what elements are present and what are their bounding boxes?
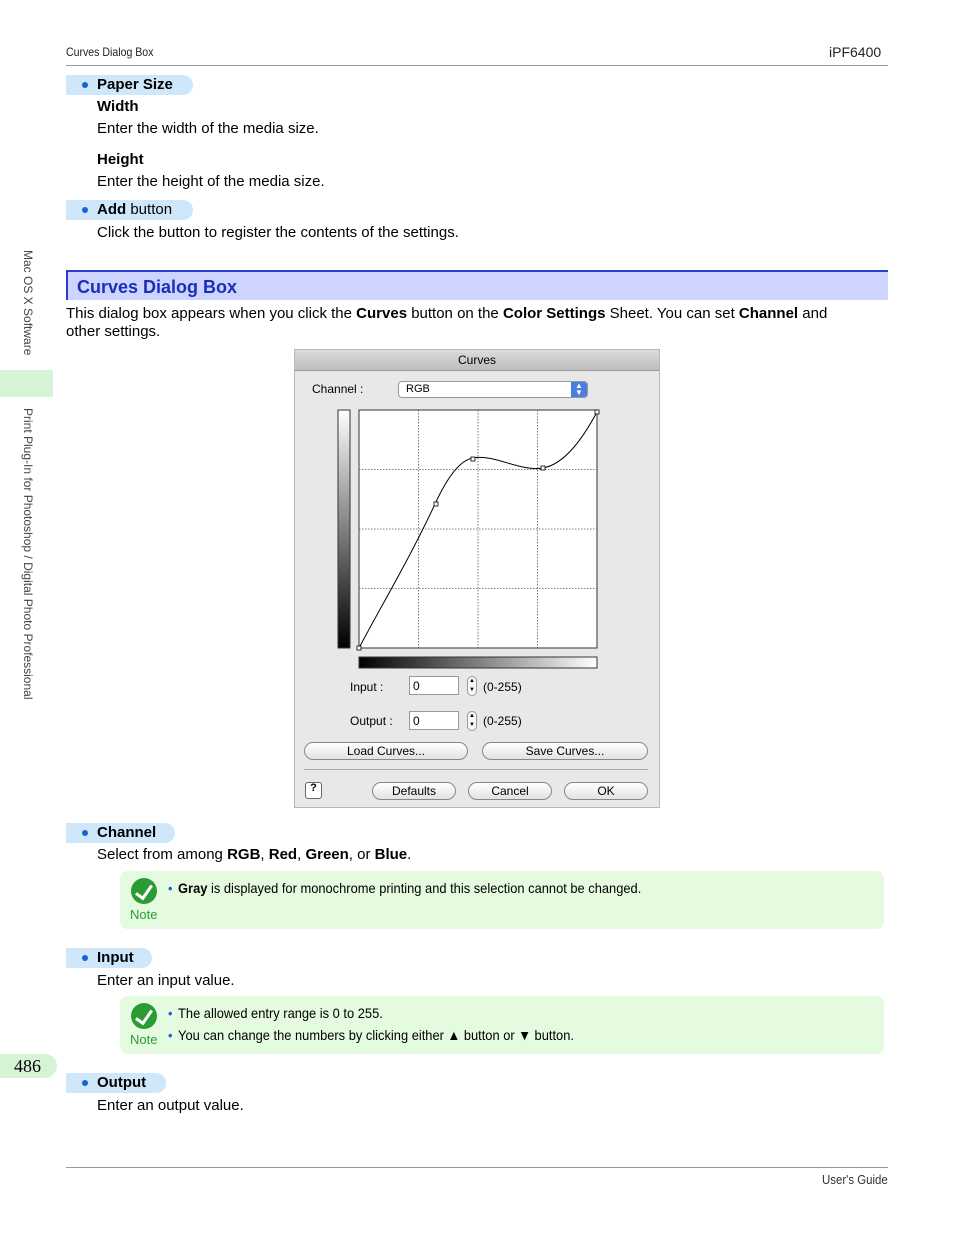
side-tab-print-plugin: Print Plug-In for Photoshop / Digital Photo Professional (21, 408, 35, 700)
item-heading-label: Output (97, 1074, 147, 1091)
input-field[interactable]: 0 (409, 676, 459, 695)
note-label: Note (130, 1032, 158, 1047)
note-check-icon (131, 1003, 157, 1029)
output-description: Enter an output value. (97, 1097, 244, 1114)
item-heading-channel (66, 823, 175, 843)
channel-description: Select from among RGB, Red, Green, or Blue. (97, 846, 412, 863)
curve-point (434, 502, 438, 506)
ok-button[interactable]: OK (564, 782, 648, 800)
input-gradient-bar (359, 657, 597, 668)
dialog-title: Curves (295, 350, 659, 371)
curve-point (595, 410, 599, 414)
output-range: (0-255) (483, 714, 522, 728)
height-description: Enter the height of the media size. (97, 173, 325, 190)
chevron-updown-icon: ▲ ▼ (571, 382, 587, 397)
running-header-title: Curves Dialog Box (66, 45, 154, 59)
section-intro-line2: other settings. (66, 323, 161, 340)
curve-graph[interactable] (335, 408, 605, 674)
curve-point (541, 466, 545, 470)
input-range: (0-255) (483, 680, 522, 694)
dialog-separator (304, 769, 648, 770)
save-curves-button[interactable]: Save Curves... (482, 742, 648, 760)
item-heading-output (66, 1073, 166, 1093)
note-box-channel (120, 871, 884, 929)
output-label: Output : (350, 714, 393, 728)
width-heading: Width (97, 98, 139, 115)
note-check-icon (131, 878, 157, 904)
bullet-icon (82, 1080, 88, 1086)
curve-point (357, 646, 361, 650)
output-gradient-bar (338, 410, 350, 648)
item-heading-add-button (66, 200, 193, 220)
width-description: Enter the width of the media size. (97, 120, 319, 137)
input-description: Enter an input value. (97, 972, 235, 989)
section-title: Curves Dialog Box (77, 277, 238, 297)
note-item: • The allowed entry range is 0 to 255. (168, 1005, 383, 1021)
item-heading-paper-size (66, 75, 193, 95)
load-curves-button[interactable]: Load Curves... (304, 742, 468, 760)
footer-users-guide: User's Guide (822, 1172, 888, 1187)
page-number: 486 (14, 1056, 41, 1076)
channel-label: Channel : (312, 382, 364, 396)
channel-select-value: RGB (406, 383, 430, 395)
output-stepper[interactable]: ▲ ▼ (467, 711, 477, 731)
item-heading-label: Add button (97, 201, 173, 218)
header-rule (66, 65, 888, 66)
input-stepper[interactable]: ▲ ▼ (467, 676, 477, 696)
running-header-model: iPF6400 (829, 44, 882, 60)
item-heading-label: Input (97, 949, 134, 966)
bullet-icon (82, 955, 88, 961)
item-heading-label: Paper Size (97, 76, 173, 93)
add-description: Click the button to register the contents of the settings. (97, 224, 459, 241)
item-heading-label: Channel (97, 824, 157, 841)
input-label: Input : (350, 680, 384, 694)
note-item: • You can change the numbers by clicking either ▲ button or ▼ button. (168, 1027, 574, 1043)
bullet-icon (82, 830, 88, 836)
output-field[interactable]: 0 (409, 711, 459, 730)
curve-point (471, 457, 475, 461)
side-tab-marker (0, 370, 53, 397)
note-label: Note (130, 907, 158, 922)
bullet-icon (82, 82, 88, 88)
section-intro-line1: This dialog box appears when you click the Curves button on the Color Settings Sheet. You can set Channel and (66, 305, 828, 322)
footer-rule (66, 1167, 888, 1168)
bullet-icon (82, 207, 88, 213)
defaults-button[interactable]: Defaults (372, 782, 456, 800)
item-heading-input (66, 948, 152, 968)
note-box-input (120, 996, 884, 1054)
curves-dialog (294, 349, 660, 808)
channel-select[interactable] (398, 381, 588, 398)
note-item: • Gray is displayed for monochrome printing and this selection cannot be changed. (168, 880, 642, 896)
side-tab-mac-os-x-software: Mac OS X Software (21, 250, 35, 356)
section-heading (66, 270, 888, 300)
height-heading: Height (97, 151, 144, 168)
help-icon[interactable] (305, 782, 322, 799)
cancel-button[interactable]: Cancel (468, 782, 552, 800)
